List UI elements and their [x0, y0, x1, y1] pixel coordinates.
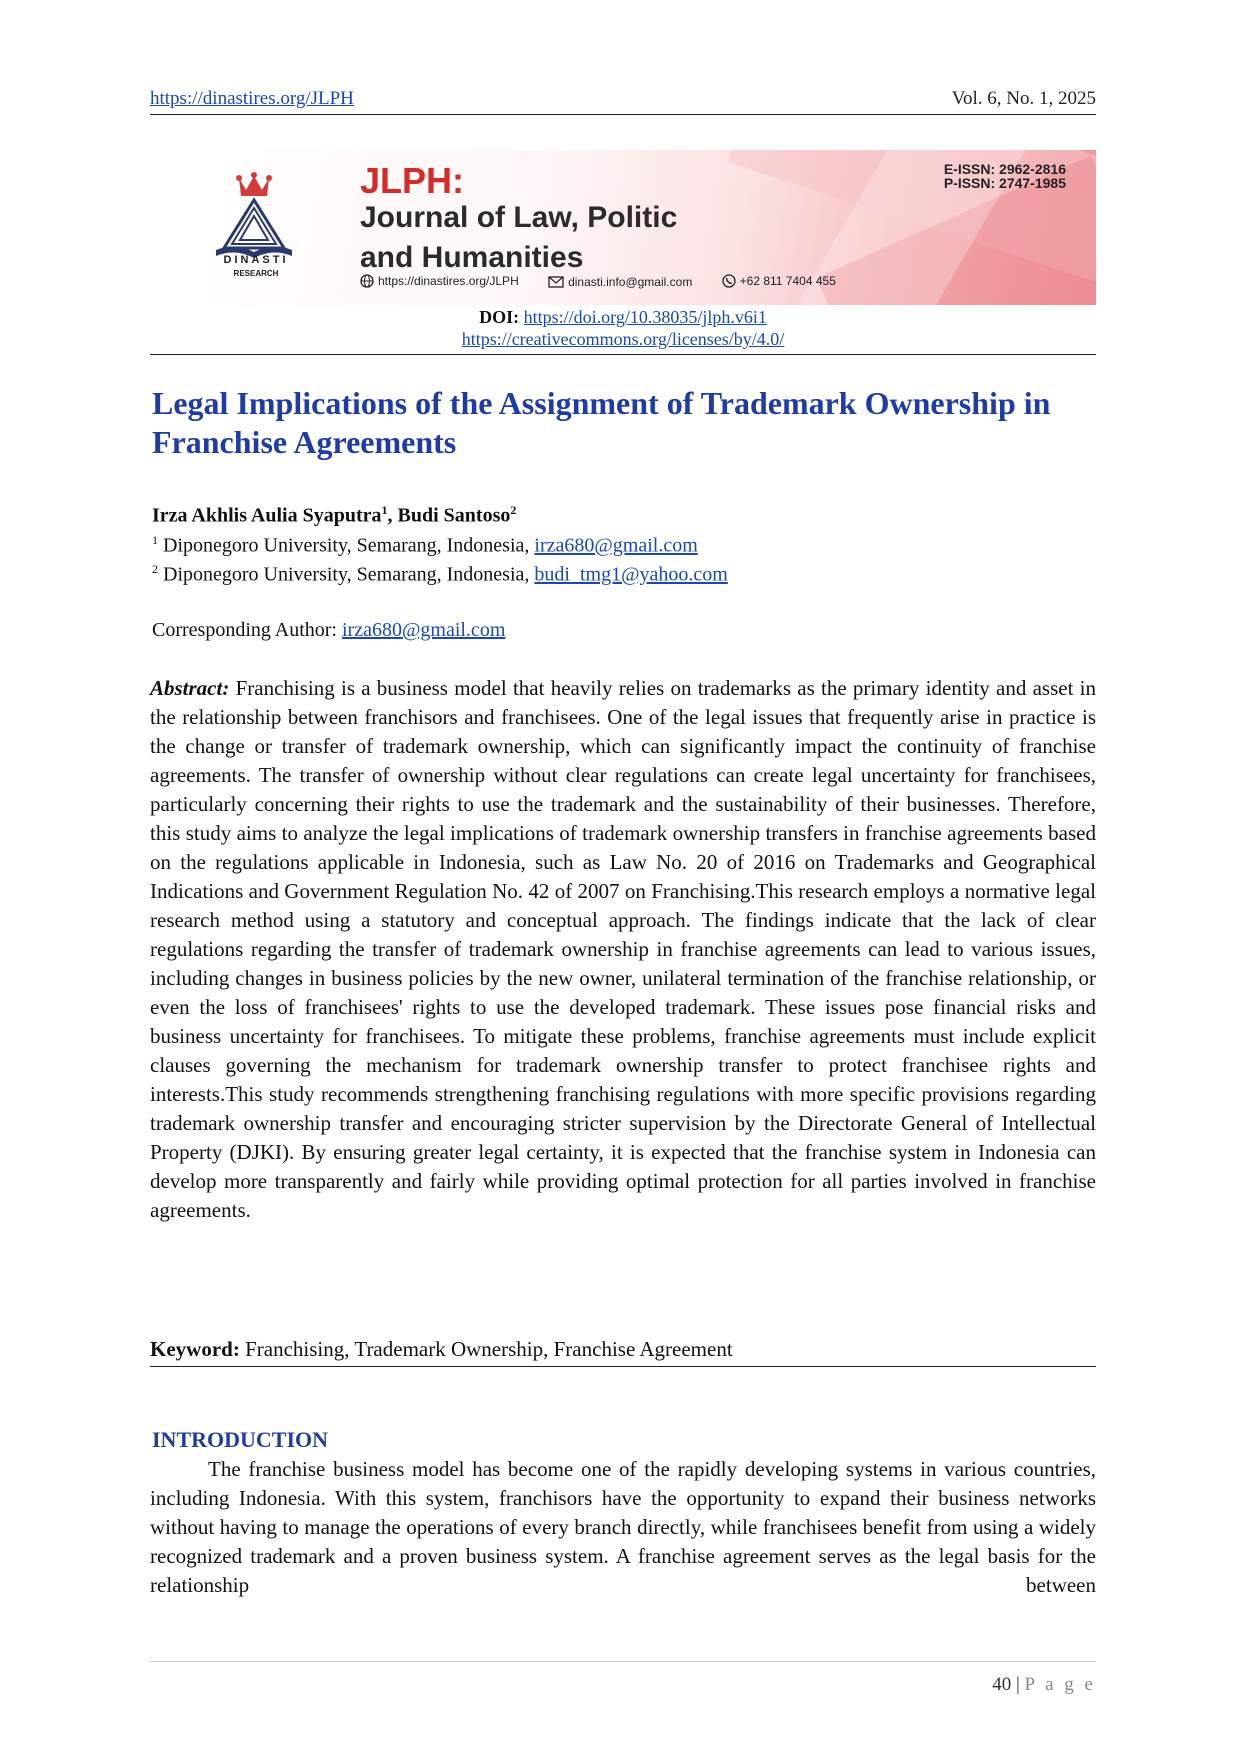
journal-full-name: [360, 198, 677, 278]
author-affil-marker: 2: [510, 503, 517, 517]
keywords: [150, 1337, 1096, 1367]
globe-icon: [360, 274, 374, 288]
doi-block: [150, 306, 1096, 355]
banner-phone-text: +62 811 7404 455: [739, 274, 836, 288]
journal-name-line2: and Humanities: [360, 241, 584, 274]
license-link[interactable]: https://creativecommons.org/licenses/by/4.0/: [461, 329, 785, 349]
author-name: Budi Santoso: [397, 504, 511, 527]
article-title: Legal Implications of the Assignment of Trademark Ownership in Franchise Agreements: [152, 385, 1051, 460]
author-affil-marker: 1: [381, 503, 388, 517]
pissn: P-ISSN: 2747-1985: [943, 175, 1066, 191]
author-separator: ,: [387, 504, 398, 527]
journal-banner: [150, 150, 1096, 305]
author-name: Irza Akhlis Aulia Syaputra: [152, 504, 382, 527]
journal-name-line1: Journal of Law, Politic: [360, 201, 678, 234]
banner-phone: [722, 274, 836, 288]
affil-marker: 1: [152, 533, 158, 547]
banner-website: [360, 274, 519, 288]
banner-email: [548, 275, 692, 289]
page-separator: |: [1011, 1674, 1025, 1695]
running-header: [150, 88, 1096, 115]
journal-url-link[interactable]: https://dinastires.org/JLPH: [150, 88, 354, 109]
footer-divider: [150, 1661, 1096, 1662]
introduction-paragraph: The franchise business model has become one of the rapidly developing systems in various countries, including Indonesia. With this system, franchisors have the opportunity to expand their business networks without having to manage the operations of every branch directly, while franchisees benefit from using a widely recognized trademark and a proven business system. A franchise agreement serves as the legal basis for the relationship between: [150, 1457, 1096, 1597]
affiliation-2: [152, 562, 728, 587]
abstract-text: Franchising is a business model that heavily relies on trademarks as the primary identity and asset in the relationship between franchisors and franchisees. One of the legal issues that frequently arise in practice is the change or transfer of trademark ownership, which can significantly impact the continuity of franchise agreements. The transfer of ownership without clear regulations can create legal uncertainty for franchisees, particularly concerning their rights to use the trademark and the sustainability of their businesses. Therefore, this study aims to analyze the legal implications of trademark ownership transfers in franchise agreements based on the regulations applicable in Indonesia, such as Law No. 20 of 2016 on Trademarks and Geographical Indications and Government Regulation No. 42 of 2007 on Franchising.This research employs a normative legal research method using a statutory and conceptual approach. The findings indicate that the lack of clear regulations regarding the transfer of trademark ownership in franchise agreements can lead to various issues, including changes in business policies by the new owner, unilateral termination of the franchise relationship, or even the loss of franchisees' rights to use the developed trademark. These issues pose financial risks and business uncertainty for franchisees. To mitigate these problems, franchise agreements must include explicit clauses governing the mechanism for trademark ownership transfer to protect franchisee rights and interests.This study recommends strengthening franchising regulations with more specific provisions regarding trademark ownership transfer and encouraging stricter supervision by the Directorate General of Intellectual Property (DJKI). By ensuring greater legal certainty, it is expected that the franchise system in Indonesia can develop more transparently and fairly while providing optimal protection for all parties involved in franchise agreements.: [150, 676, 1096, 1222]
section-heading-introduction: INTRODUCTION: [152, 1427, 329, 1452]
mail-icon: [548, 276, 564, 288]
journal-abbreviation: JLPH:: [360, 160, 465, 201]
logo-subtitle: RESEARCH: [233, 269, 279, 278]
issn-block: [944, 162, 1066, 190]
abstract-label: Abstract:: [150, 676, 230, 700]
keyword-text: Franchising, Trademark Ownership, Franchise Agreement: [239, 1337, 733, 1361]
page-word: P a g e: [1024, 1674, 1096, 1695]
page-number-value: 40: [992, 1674, 1012, 1695]
affil-text: Diponegoro University, Semarang, Indonesia,: [163, 534, 535, 557]
logo-name: DINASTI: [223, 254, 289, 266]
phone-icon: [722, 274, 736, 288]
doi-label: DOI:: [479, 307, 520, 327]
affiliation-1: [152, 533, 698, 558]
volume-info: Vol. 6, No. 1, 2025: [951, 88, 1096, 109]
abstract: [150, 674, 1096, 1225]
keyword-label: Keyword:: [150, 1337, 240, 1361]
author-list: [152, 503, 516, 528]
affil-text: Diponegoro University, Semarang, Indonesia,: [163, 563, 535, 586]
affil-email-link[interactable]: irza680@gmail.com: [534, 534, 698, 557]
corresponding-label: Corresponding Author:: [152, 619, 342, 641]
page-number: [992, 1674, 1096, 1696]
corresponding-email-link[interactable]: irza680@gmail.com: [342, 619, 506, 641]
affil-marker: 2: [152, 562, 158, 576]
eissn: E-ISSN: 2962-2816: [943, 161, 1066, 177]
corresponding-author: [152, 619, 505, 642]
doi-link[interactable]: https://doi.org/10.38035/jlph.v6i1: [523, 307, 767, 327]
banner-email-text: dinasti.info@gmail.com: [568, 275, 693, 289]
affil-email-link[interactable]: budi_tmg1@yahoo.com: [534, 563, 728, 586]
banner-website-text: https://dinastires.org/JLPH: [378, 274, 519, 288]
banner-contacts: [360, 274, 862, 291]
